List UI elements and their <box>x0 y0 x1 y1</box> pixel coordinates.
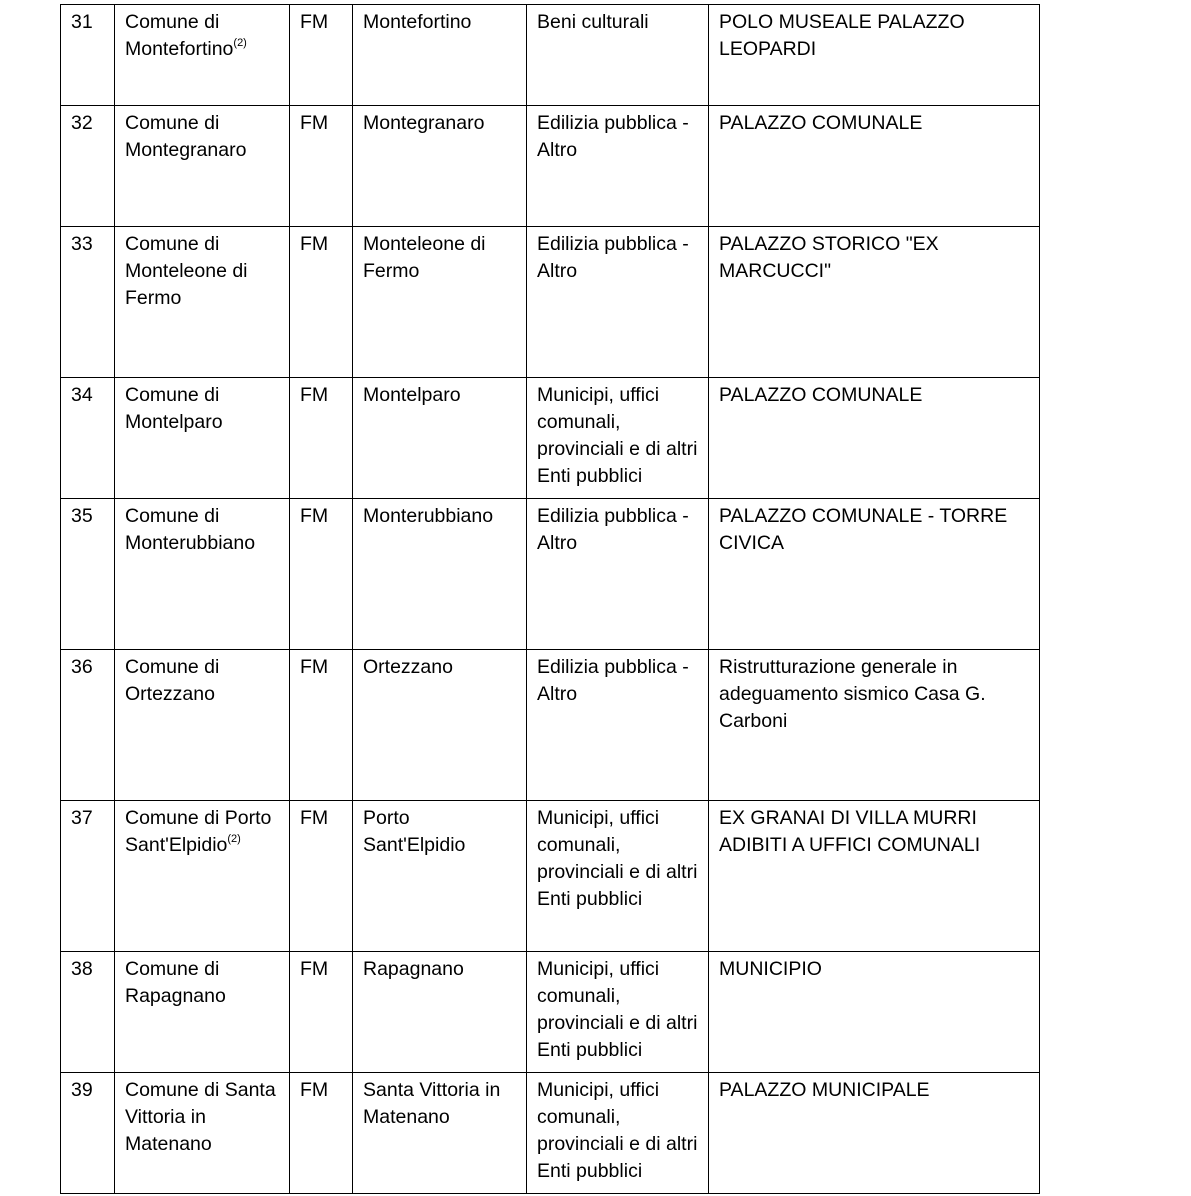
cell-categoria: Edilizia pubblica - Altro <box>527 227 709 378</box>
table-body <box>61 5 1040 1194</box>
cell-categoria: Municipi, uffici comunali, provinciali e di altri Enti pubblici <box>527 801 709 952</box>
cell-number: 33 <box>61 227 115 378</box>
cell-comune: Montefortino <box>353 5 527 106</box>
cell-comune: Santa Vittoria in Matenano <box>353 1073 527 1194</box>
table-row <box>61 106 1040 227</box>
table-row <box>61 1073 1040 1194</box>
cell-ente <box>115 378 290 499</box>
cell-provincia: FM <box>290 378 353 499</box>
cell-provincia: FM <box>290 952 353 1073</box>
ente-text: Comune di Monterubbiano <box>125 505 256 554</box>
cell-intervento: EX GRANAI DI VILLA MURRI ADIBITI A UFFICI COMUNALI <box>709 801 1040 952</box>
cell-provincia: FM <box>290 650 353 801</box>
cell-ente <box>115 952 290 1073</box>
cell-number: 34 <box>61 378 115 499</box>
table-row <box>61 5 1040 106</box>
table-row <box>61 952 1040 1073</box>
footnote-marker: (2) <box>227 832 241 845</box>
ente-text: Comune di Porto Sant'Elpidio <box>125 807 272 856</box>
table-row <box>61 227 1040 378</box>
ente-text: Comune di Santa Vittoria in Matenano <box>125 1079 276 1155</box>
table-row <box>61 650 1040 801</box>
cell-number: 36 <box>61 650 115 801</box>
ente-text: Comune di Montelparo <box>125 384 223 433</box>
cell-ente <box>115 650 290 801</box>
ente-text: Comune di Ortezzano <box>125 656 220 705</box>
cell-number: 38 <box>61 952 115 1073</box>
cell-categoria: Edilizia pubblica - Altro <box>527 650 709 801</box>
cell-provincia: FM <box>290 801 353 952</box>
cell-comune: Montegranaro <box>353 106 527 227</box>
cell-categoria: Edilizia pubblica - Altro <box>527 106 709 227</box>
cell-comune: Ortezzano <box>353 650 527 801</box>
cell-categoria: Municipi, uffici comunali, provinciali e di altri Enti pubblici <box>527 952 709 1073</box>
cell-provincia: FM <box>290 5 353 106</box>
cell-ente <box>115 106 290 227</box>
cell-categoria: Municipi, uffici comunali, provinciali e di altri Enti pubblici <box>527 1073 709 1194</box>
table-row <box>61 499 1040 650</box>
ente-text: Comune di Montefortino <box>125 11 234 60</box>
cell-intervento: PALAZZO COMUNALE <box>709 106 1040 227</box>
cell-number: 35 <box>61 499 115 650</box>
cell-comune: Porto Sant'Elpidio <box>353 801 527 952</box>
cell-number: 37 <box>61 801 115 952</box>
cell-intervento: PALAZZO STORICO "EX MARCUCCI" <box>709 227 1040 378</box>
interventions-table <box>60 4 1040 1194</box>
cell-ente <box>115 1073 290 1194</box>
ente-text: Comune di Rapagnano <box>125 958 226 1007</box>
table-row <box>61 801 1040 952</box>
cell-comune: Monteleone di Fermo <box>353 227 527 378</box>
cell-intervento: PALAZZO COMUNALE - TORRE CIVICA <box>709 499 1040 650</box>
cell-intervento: PALAZZO COMUNALE <box>709 378 1040 499</box>
cell-ente <box>115 227 290 378</box>
cell-provincia: FM <box>290 1073 353 1194</box>
cell-comune: Monterubbiano <box>353 499 527 650</box>
cell-number: 31 <box>61 5 115 106</box>
cell-intervento: PALAZZO MUNICIPALE <box>709 1073 1040 1194</box>
cell-comune: Montelparo <box>353 378 527 499</box>
table-row <box>61 378 1040 499</box>
cell-provincia: FM <box>290 227 353 378</box>
cell-comune: Rapagnano <box>353 952 527 1073</box>
cell-provincia: FM <box>290 106 353 227</box>
ente-text: Comune di Monteleone di Fermo <box>125 233 248 309</box>
cell-categoria: Edilizia pubblica - Altro <box>527 499 709 650</box>
cell-provincia: FM <box>290 499 353 650</box>
cell-ente <box>115 5 290 106</box>
cell-intervento: POLO MUSEALE PALAZZO LEOPARDI <box>709 5 1040 106</box>
cell-number: 39 <box>61 1073 115 1194</box>
cell-intervento: MUNICIPIO <box>709 952 1040 1073</box>
footnote-marker: (2) <box>233 36 247 49</box>
ente-text: Comune di Montegranaro <box>125 112 247 161</box>
cell-categoria: Beni culturali <box>527 5 709 106</box>
cell-categoria: Municipi, uffici comunali, provinciali e di altri Enti pubblici <box>527 378 709 499</box>
cell-ente <box>115 499 290 650</box>
cell-intervento: Ristrutturazione generale in adeguamento sismico Casa G. Carboni <box>709 650 1040 801</box>
cell-ente <box>115 801 290 952</box>
cell-number: 32 <box>61 106 115 227</box>
